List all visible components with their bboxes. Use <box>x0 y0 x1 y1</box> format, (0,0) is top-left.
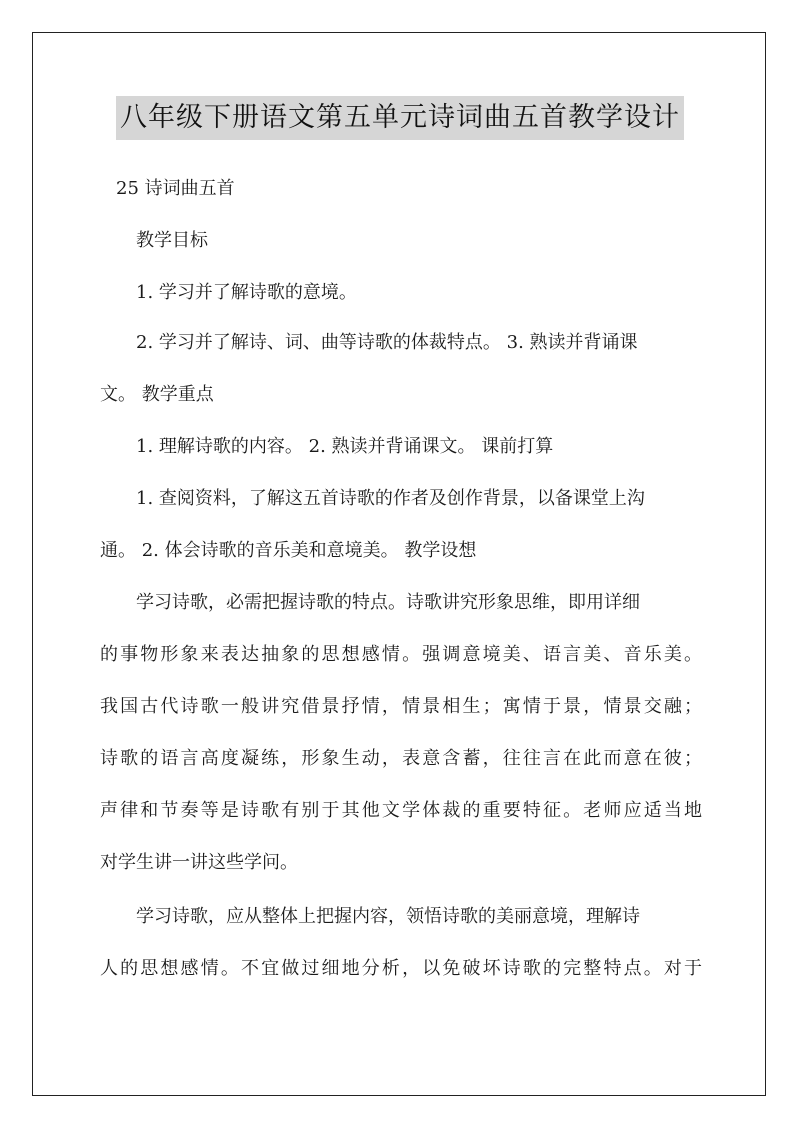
paragraph-line: 的事物形象来表达抽象的思想感情。强调意境美、语言美、音乐美。 <box>100 644 702 665</box>
paragraph-line: 诗歌的语言高度凝练，形象生动，表意含蓄，往往言在此而意在彼； <box>100 748 702 769</box>
paragraph-line: 对学生讲一讲这些学问。 <box>100 852 298 873</box>
paragraph-line: 学习诗歌，必需把握诗歌的特点。诗歌讲究形象思维，即用详细 <box>136 592 640 613</box>
objective-1: 1. 学习并了解诗歌的意境。 <box>136 282 357 303</box>
document-title: 八年级下册语文第五单元诗词曲五首教学设计 <box>116 96 684 140</box>
key-points-heading: 文。 教学重点 <box>100 384 214 405</box>
paragraph-line: 学习诗歌，应从整体上把握内容，领悟诗歌的美丽意境，理解诗 <box>136 906 640 927</box>
preparation-item-2: 通。 2. 体会诗歌的音乐美和意境美。 教学设想 <box>100 540 477 561</box>
lesson-heading: 25 诗词曲五首 <box>116 178 235 199</box>
title-container <box>0 96 800 140</box>
objective-2-3: 2. 学习并了解诗、词、曲等诗歌的体裁特点。 3. 熟读并背诵课 <box>136 332 638 353</box>
paragraph-line: 人的思想感情。不宜做过细地分析，以免破坏诗歌的完整特点。对于 <box>100 958 702 979</box>
preparation-item-1: 1. 查阅资料，了解这五首诗歌的作者及创作背景，以备课堂上沟 <box>136 488 645 509</box>
key-points-items: 1. 理解诗歌的内容。 2. 熟读并背诵课文。 课前打算 <box>136 436 554 457</box>
paragraph-line: 声律和节奏等是诗歌有别于其他文学体裁的重要特征。老师应适当地 <box>100 800 702 821</box>
objectives-heading: 教学目标 <box>136 230 208 251</box>
paragraph-line: 我国古代诗歌一般讲究借景抒情，情景相生；寓情于景，情景交融； <box>100 696 702 717</box>
